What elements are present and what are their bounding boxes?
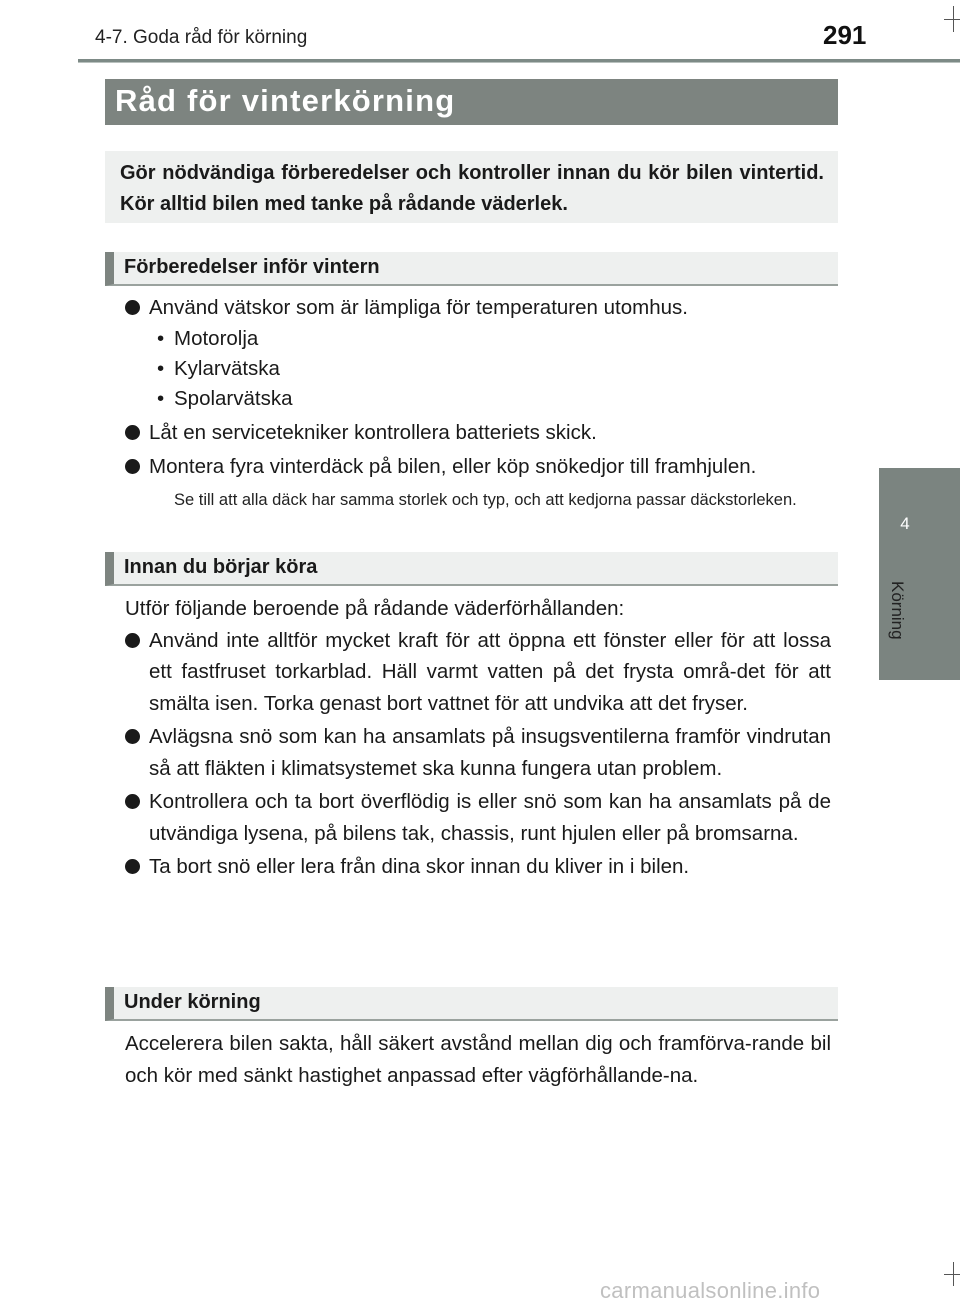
header-rule-thin	[78, 62, 960, 63]
intro-box	[105, 151, 838, 223]
note-text: Se till att alla däck har samma storlek och typ, och att kedjorna passar däckstorleken.	[174, 490, 797, 509]
bullet-item	[125, 625, 831, 720]
section-heading-label: Innan du börjar köra	[124, 556, 318, 578]
crop-mark-bot-h	[944, 1274, 960, 1275]
bullet-dot-icon	[125, 425, 140, 440]
bullet-text: Låt en servicetekniker kontrollera batteriets skick.	[149, 420, 597, 444]
bullet-text: Kontrollera och ta bort överflödig is eller snö som kan ha ansamlats på de utvändiga lysena, på bilens tak, chassis, runt hjulen eller på bromsarna.	[149, 790, 831, 845]
bullet-item	[125, 786, 831, 849]
page-number: 291	[823, 20, 867, 50]
section-body-before-driving	[125, 593, 831, 883]
bullet-item	[125, 451, 831, 483]
sub-list-item: • Spolarvätska	[125, 384, 831, 414]
bullet-text: Använd inte alltför mycket kraft för att öppna ett fönster eller för att lossa ett fastfruset torkarblad. Häll varmt vatten på det frysta områ-det för att smälta isen. Torka genast bort vattnet för att undvika att det fryser.	[149, 628, 831, 715]
bullet-dot-icon	[125, 633, 140, 648]
section-body-while-driving	[125, 1028, 831, 1091]
bullet-dot-icon	[125, 859, 140, 874]
bullet-dot-icon	[125, 794, 140, 809]
section-breadcrumb: 4-7. Goda råd för körning	[95, 27, 308, 48]
page-title: Råd för vinterkörning	[115, 83, 456, 118]
chapter-label: Körning	[888, 581, 907, 640]
bullet-text: Montera fyra vinterdäck på bilen, eller köp snökedjor till framhjulen.	[149, 455, 757, 478]
section-body-winter-prep	[125, 292, 831, 511]
sub-list-item: • Motorolja	[125, 324, 831, 354]
section-heading-winter-prep	[105, 252, 838, 286]
bullet-item	[125, 851, 831, 883]
section-heading-label: Förberedelser inför vintern	[124, 256, 380, 278]
section-heading-label: Under körning	[124, 991, 261, 1013]
section-heading-while-driving	[105, 987, 838, 1021]
bullet-text: Ta bort snö eller lera från dina skor innan du kliver in i bilen.	[149, 855, 690, 878]
chapter-number: 4	[900, 514, 910, 533]
bullet-item	[125, 721, 831, 784]
bullet-dot-icon	[125, 729, 140, 744]
section-body-text: Accelerera bilen sakta, håll säkert avstånd mellan dig och framförva-rande bil och kör med sänkt hastighet anpassad efter vägförhållande-na.	[125, 1032, 831, 1087]
intro-text: Gör nödvändiga förberedelser och kontroller innan du kör bilen vintertid. Kör alltid bilen med tanke på rådande väderlek.	[120, 162, 824, 215]
chapter-tab	[879, 468, 960, 680]
title-banner	[105, 79, 838, 125]
watermark-text: carmanualsonline.info	[600, 1278, 821, 1303]
bullet-text: Använd vätskor som är lämpliga för temperaturen utomhus.	[149, 296, 688, 319]
bullet-dot-icon	[125, 459, 140, 474]
bullet-text: Avlägsna snö som kan ha ansamlats på insugsventilerna framför vindrutan så att fläkten i klimatsystemet ska kunna fungera utan problem.	[149, 725, 831, 780]
section-lead-text: Utför följande beroende på rådande väderförhållanden:	[125, 597, 625, 620]
sub-list-item: • Kylarvätska	[125, 354, 831, 384]
bullet-item	[125, 417, 831, 449]
crop-mark-top-h	[944, 19, 960, 20]
bullet-item	[125, 292, 831, 324]
section-heading-before-driving	[105, 552, 838, 586]
bullet-dot-icon	[125, 300, 140, 315]
